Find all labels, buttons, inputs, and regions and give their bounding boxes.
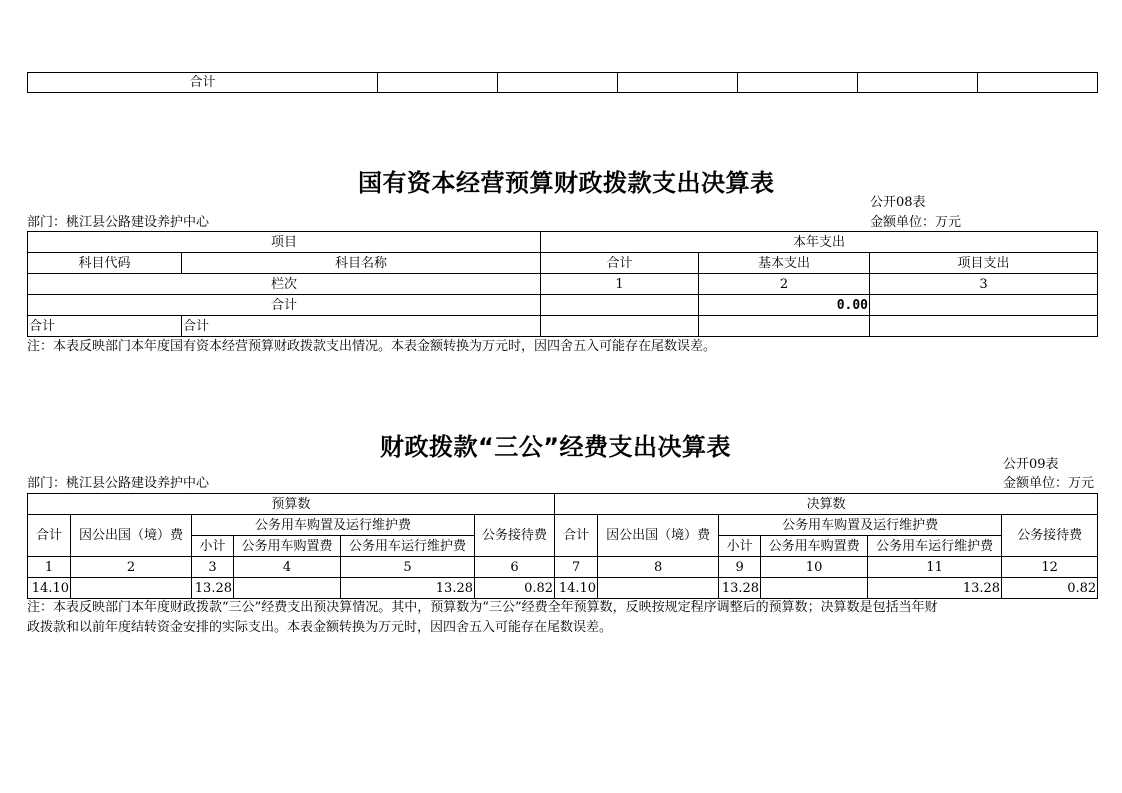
- budget-car-maint-header: 公务用车运行维护费: [341, 536, 475, 557]
- data-cell: 13.28: [192, 578, 234, 599]
- section2-table: [27, 493, 1098, 599]
- data-cell: [71, 578, 192, 599]
- section2-title: 财政拨款“三公”经费支出决算表: [380, 433, 732, 461]
- data-row-name: 合计: [182, 316, 541, 337]
- section2-form-no: 公开09表: [1003, 457, 1059, 472]
- header-project-expense: 项目支出: [870, 253, 1098, 274]
- section2-note-line2: 政拨款和以前年度结转资金安排的实际支出。本表金额转换为万元时，因四舍五入可能存在尾数误差。: [27, 620, 613, 635]
- section1-unit: 金额单位：万元: [870, 215, 962, 230]
- data-cell: 0.82: [1002, 578, 1098, 599]
- header-subject-name: 科目名称: [182, 253, 541, 274]
- index-cell: 3: [192, 557, 234, 578]
- section2-department: 部门：桃江县公路建设养护中心: [27, 476, 210, 491]
- index-cell: 10: [761, 557, 868, 578]
- final-reception-header: 公务接待费: [1002, 515, 1098, 557]
- index-cell: 2: [71, 557, 192, 578]
- data-cell: [234, 578, 341, 599]
- section1-department: 部门：桃江县公路建设养护中心: [27, 215, 210, 230]
- row-index-label: 栏次: [28, 274, 541, 295]
- section1-title: 国有资本经营预算财政拨款支出决算表: [358, 169, 775, 197]
- data-row-code: 合计: [28, 316, 182, 337]
- total-row-basic: 0.00: [699, 295, 870, 316]
- index-cell: 5: [341, 557, 475, 578]
- col-index-1: 1: [541, 274, 699, 295]
- budget-abroad-header: 因公出国（境）费: [71, 515, 192, 557]
- final-car-purchase-header: 公务用车购置费: [761, 536, 868, 557]
- col-index-2: 2: [699, 274, 870, 295]
- budget-subtotal-header: 小计: [192, 536, 234, 557]
- section2-note-line1: 注：本表反映部门本年度财政拨款“三公”经费支出预决算情况。其中，预算数为“三公”经费全年预算数，反映按规定程序调整后的预算数；决算数是包括当年财: [27, 600, 938, 615]
- col-index-3: 3: [870, 274, 1098, 295]
- section1-form-no: 公开08表: [870, 195, 926, 210]
- index-cell: 6: [475, 557, 555, 578]
- data-cell: 0.82: [475, 578, 555, 599]
- data-cell: 14.10: [555, 578, 598, 599]
- header-project: 项目: [28, 232, 541, 253]
- header-total: 合计: [541, 253, 699, 274]
- index-cell: 1: [28, 557, 71, 578]
- total-row-label: 合计: [28, 295, 541, 316]
- section1-table: [27, 231, 1098, 337]
- index-cell: 11: [868, 557, 1002, 578]
- index-cell: 9: [719, 557, 761, 578]
- data-cell: 13.28: [719, 578, 761, 599]
- data-cell: 13.28: [868, 578, 1002, 599]
- top-summary-table: [27, 72, 1098, 93]
- index-cell: 8: [598, 557, 719, 578]
- section1-note: 注：本表反映部门本年度国有资本经营预算财政拨款支出情况。本表金额转换为万元时，因四舍五入可能存在尾数误差。: [27, 339, 717, 354]
- final-car-maint-header: 公务用车运行维护费: [868, 536, 1002, 557]
- section2-unit: 金额单位：万元: [1003, 476, 1095, 491]
- header-subject-code: 科目代码: [28, 253, 182, 274]
- index-cell: 12: [1002, 557, 1098, 578]
- final-total-header: 合计: [555, 515, 598, 557]
- data-cell: [598, 578, 719, 599]
- index-cell: 4: [234, 557, 341, 578]
- data-cell: [761, 578, 868, 599]
- top-total-label: 合计: [28, 73, 378, 93]
- budget-car-header: 公务用车购置及运行维护费: [192, 515, 475, 536]
- data-cell: 13.28: [341, 578, 475, 599]
- final-subtotal-header: 小计: [719, 536, 761, 557]
- final-abroad-header: 因公出国（境）费: [598, 515, 719, 557]
- final-car-header: 公务用车购置及运行维护费: [719, 515, 1002, 536]
- index-cell: 7: [555, 557, 598, 578]
- header-basic: 基本支出: [699, 253, 870, 274]
- header-final: 决算数: [555, 494, 1098, 515]
- budget-car-purchase-header: 公务用车购置费: [234, 536, 341, 557]
- header-year-expense: 本年支出: [541, 232, 1098, 253]
- budget-reception-header: 公务接待费: [475, 515, 555, 557]
- budget-total-header: 合计: [28, 515, 71, 557]
- data-cell: 14.10: [28, 578, 71, 599]
- header-budget: 预算数: [28, 494, 555, 515]
